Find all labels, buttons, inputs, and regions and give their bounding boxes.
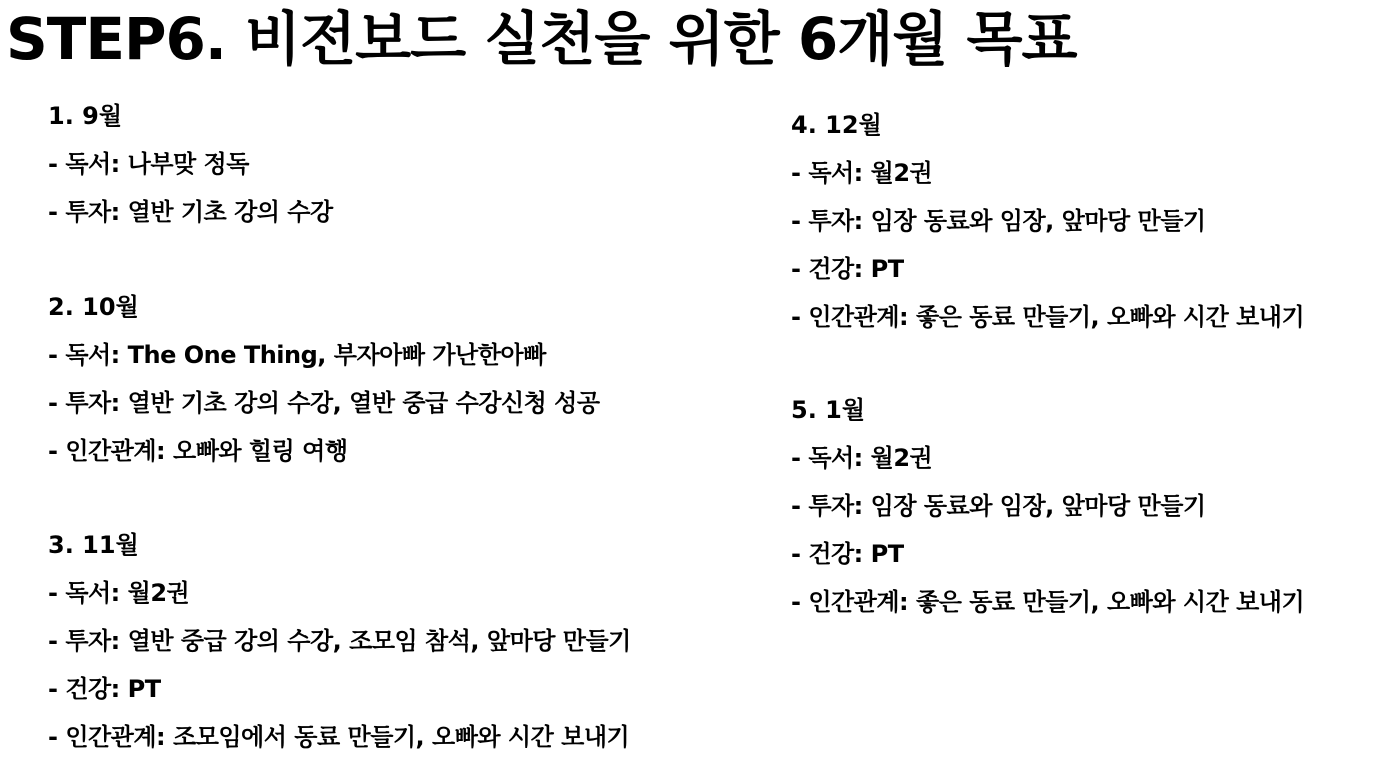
goal-item: - 투자: 열반 기초 강의 수강, 열반 중급 수강신청 성공 [48,389,600,417]
month-heading: 4. 12월 [791,111,882,139]
month-section-september [48,92,688,236]
goal-item: - 인간관계: 좋은 동료 만들기, 오빠와 시간 보내기 [791,303,1305,331]
month-heading: 5. 1월 [791,396,866,424]
page-title: STEP6. 비전보드 실천을 위한 6개월 목표 [6,5,1077,73]
goal-item: - 투자: 임장 동료와 임장, 앞마당 만들기 [791,492,1206,520]
goal-item: - 투자: 임장 동료와 임장, 앞마당 만들기 [791,207,1206,235]
month-section-december [791,101,1391,341]
month-heading: 1. 9월 [48,102,123,130]
goal-item: - 건강: PT [791,255,904,283]
goal-item: - 독서: The One Thing, 부자아빠 가난한아빠 [48,341,546,369]
month-section-october [48,283,688,475]
month-section-november [48,521,688,761]
goal-item: - 독서: 나부맞 정독 [48,150,249,178]
month-heading: 2. 10월 [48,293,139,321]
goal-item: - 인간관계: 좋은 동료 만들기, 오빠와 시간 보내기 [791,588,1305,616]
goal-item: - 건강: PT [48,675,161,703]
goal-item: - 건강: PT [791,540,904,568]
goal-item: - 독서: 월2권 [791,444,933,472]
goal-item: - 투자: 열반 기초 강의 수강 [48,198,333,226]
goal-item: - 독서: 월2권 [791,159,933,187]
month-section-january [791,386,1391,626]
month-heading: 3. 11월 [48,531,139,559]
goal-item: - 인간관계: 조모임에서 동료 만들기, 오빠와 시간 보내기 [48,723,630,751]
goal-item: - 인간관계: 오빠와 힐링 여행 [48,437,348,465]
goal-item: - 투자: 열반 중급 강의 수강, 조모임 참석, 앞마당 만들기 [48,627,631,655]
goal-item: - 독서: 월2권 [48,579,190,607]
